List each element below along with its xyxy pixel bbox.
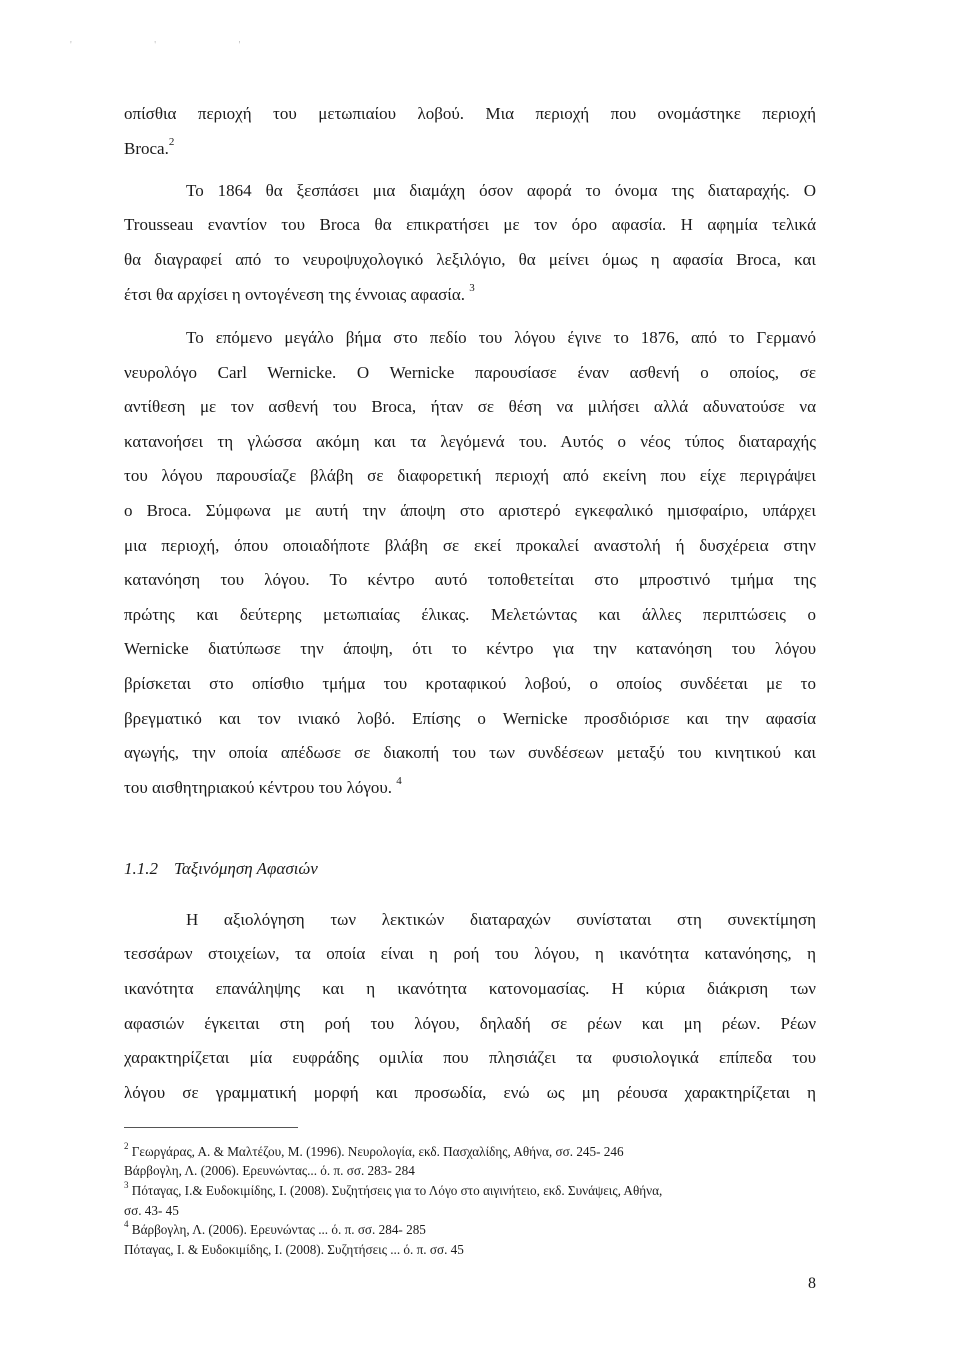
body-line: αγωγής, την οποία απέδωσε σε διακοπή του των συνδέσεων μεταξύ του κινητικού και <box>124 743 816 762</box>
body-line: νευρολόγο Carl Wernicke. O Wernicke παρουσίασε έναν ασθενή ο οποίος, σε <box>124 363 816 382</box>
footnote: Βάρβογλη, Λ. (2006). Ερευνώντας... ό. π. σσ. 283- 284 <box>124 1163 415 1178</box>
footnote-ref: 3 <box>469 282 475 295</box>
footnote-ref: 2 <box>168 136 175 149</box>
footnote: $^4$ Βάρβογλη, Λ. (2006). Ερευνώντας ... ό. π. σσ. 284- 285 <box>124 1218 426 1237</box>
body-line: κατανοήσει τη γλώσσα ακόμη και τα λεγόμενά του. Αυτός ο νέος τύπος διαταραχής <box>124 432 816 451</box>
body-line: θα διαγραφεί από το νευροψυχολογικό λεξιλόγιο, θα μείνει όμως η αφασία Broca, και <box>124 250 816 269</box>
footnote-separator <box>124 1127 298 1128</box>
footnote: σσ. 43- 45 <box>124 1203 179 1218</box>
body-line: ικανότητα επανάληψης και η ικανότητα κατονομασίας. Η κύρια διάκριση των <box>124 979 816 998</box>
body-line: έτσι θα αρχίσει η οντογένεση της έννοιας αφασία. $^3$ <box>124 282 475 304</box>
body-line: μια περιοχή, όπου οποιαδήποτε βλάβη σε εκεί προκαλεί αναστολή ή δυσχέρεια στην <box>124 536 816 555</box>
body-line: Το επόμενο μεγάλο βήμα στο πεδίο του λόγου έγινε το 1876, από το Γερμανό <box>186 328 816 347</box>
footnote-marker: 3 <box>124 1179 129 1190</box>
section-number: 1.1.2 <box>124 859 158 878</box>
footnote: $^2$ Γεωργάρας, Α. & Μαλτέζου, Μ. (1996). Νευρολογία, εκδ. Πασχαλίδης, Αθήνα, σσ. 245- 246 <box>124 1140 624 1159</box>
footnote: Πόταγας, Ι. & Ευδοκιμίδης, Ι. (2008). Συζητήσεις ... ό. π. σσ. 45 <box>124 1242 464 1257</box>
section-heading <box>124 859 318 879</box>
body-line: κατανόηση του λόγου. Το κέντρο αυτό τοποθετείται στο μπροστινό τμήμα της <box>124 570 816 589</box>
body-line: του λόγου παρουσίαζε βλάβη σε διαφορετική περιοχή από εκείνη που είχε περιγράψει <box>124 466 816 485</box>
body-line: Το 1864 θα ξεσπάσει μια διαμάχη όσον αφορά το όνομα της διαταραχής. Ο <box>186 181 816 200</box>
body-line: ο Broca. Σύμφωνα με αυτή την άποψη στο αριστερό εγκεφαλικό ημισφαίριο, υπάρχει <box>124 501 816 520</box>
page-number: 8 <box>808 1275 816 1292</box>
body-line: τεσσάρων στοιχείων, τα οποία είναι η ροή του λόγου, η ικανότητα κατανόησης, η <box>124 944 816 963</box>
footnote: $^3$ Πόταγας, Ι.& Ευδοκιμίδης, Ι. (2008). Συζητήσεις για το Λόγο στο αιγινήτειο, εκδ. Συνάψεις, Αθήνα, <box>124 1179 663 1198</box>
body-line: οπίσθια περιοχή του μετωπιαίου λοβού. Μια περιοχή που ονομάστηκε περιοχή <box>124 104 816 123</box>
body-line: λόγου σε γραμματική μορφή και προσωδία, ενώ ως μη ρέουσα χαρακτηρίζεται η <box>124 1083 816 1102</box>
body-line: Trousseau εναντίον του Broca θα επικρατήσει με τον όρο αφασία. Η αφημία τελικά <box>124 215 816 234</box>
body-line: του αισθητηριακού κέντρου του λόγου. $^4$ <box>124 775 402 797</box>
footnote-marker: 4 <box>124 1218 129 1229</box>
section-title: Ταξινόμηση Αφασιών <box>174 859 318 878</box>
body-line: Η αξιολόγηση των λεκτικών διαταραχών συνίσταται στη συνεκτίμηση <box>186 910 816 929</box>
body-line: Wernicke διατύπωσε την άποψη, ότι το κέντρο για την κατανόηση του λόγου <box>124 639 816 658</box>
scan-specks: ' ' ' <box>70 40 281 51</box>
body-line: Broca.$^2$ <box>124 136 175 158</box>
footnote-ref: 4 <box>396 775 402 788</box>
body-line: βρίσκεται στο οπίσθιο τμήμα του κροταφικού λοβού, ο οποίος συνδέεται με το <box>124 674 816 693</box>
body-line: αφασιών έγκειται στη ροή του λόγου, δηλαδή σε ρέων και μη ρέων. Ρέων <box>124 1014 816 1033</box>
body-line: βρεγματικό και τον ινιακό λοβό. Επίσης ο Wernicke προσδιόρισε και την αφασία <box>124 709 816 728</box>
footnote-marker: 2 <box>124 1140 129 1151</box>
body-line: αντίθεση με τον ασθενή του Broca, ήταν σε θέση να μιλήσει αλλά αδυνατούσε να <box>124 397 816 416</box>
body-line: χαρακτηρίζεται μία ευφράδης ομιλία που πλησιάζει τα φυσιολογικά επίπεδα του <box>124 1048 816 1067</box>
body-line: πρώτης και δεύτερης μετωπιαίας έλικας. Μελετώντας και άλλες περιπτώσεις ο <box>124 605 816 624</box>
